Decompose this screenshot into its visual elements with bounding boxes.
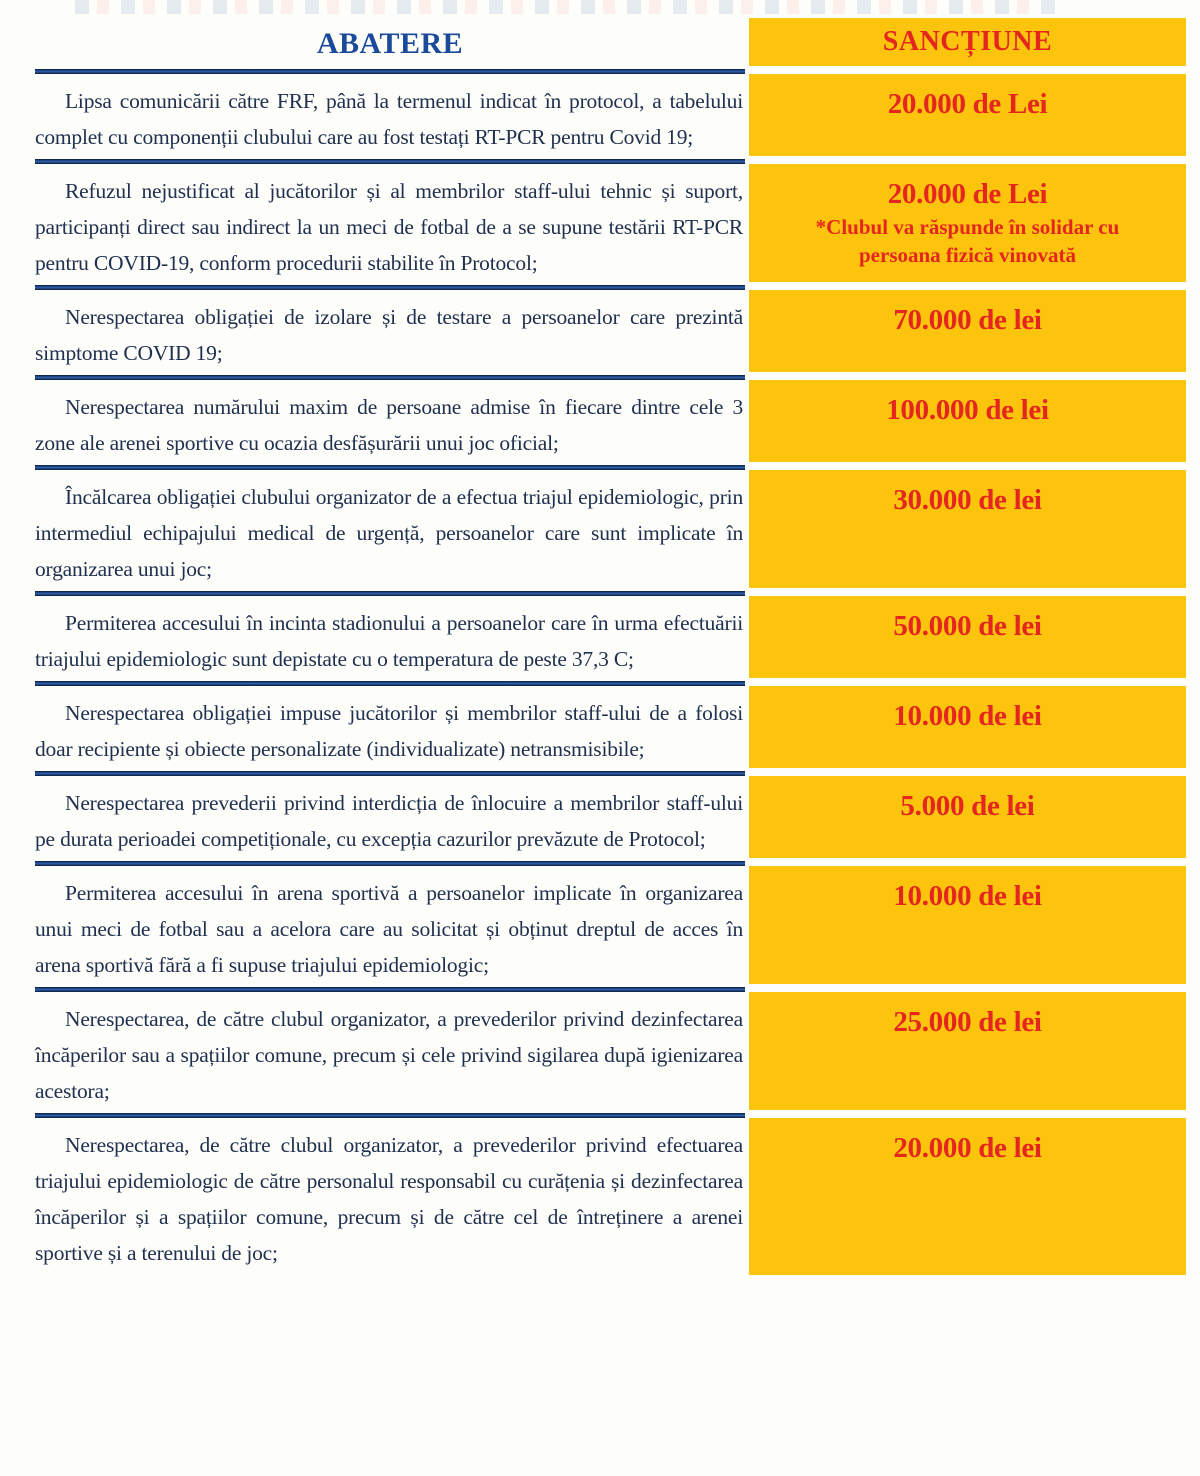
offense-text: Nerespectarea obligației de izolare și de testare a persoanelor care prezintă simptome COVID 19;	[35, 305, 743, 365]
sanction-block	[749, 596, 1186, 678]
table-row	[0, 866, 1200, 992]
sanction-header-block	[749, 18, 1186, 66]
sanction-block	[749, 470, 1186, 588]
sanction-amount: 30.000 de lei	[893, 484, 1042, 516]
sanction-block	[749, 74, 1186, 156]
sanction-amount: 10.000 de lei	[893, 700, 1042, 732]
sanction-cell	[749, 380, 1186, 470]
offense-text: Nerespectarea, de către clubul organizator, a prevederilor privind dezinfectarea încăperilor sau a spațiilor comune, precum și cele privind sigilarea după igienizarea acestora;	[35, 1007, 743, 1103]
table-row	[0, 992, 1200, 1118]
table-row	[0, 686, 1200, 776]
sanction-block	[749, 776, 1186, 858]
sanction-block	[749, 992, 1186, 1110]
sanction-note: *Clubul va răspunde în solidar cu persoana fizică vinovată	[815, 215, 1120, 267]
table-row	[0, 776, 1200, 866]
offense-cell	[35, 380, 745, 470]
sanction-cell	[749, 686, 1186, 776]
table-rows	[0, 74, 1200, 1285]
sanction-cell	[749, 74, 1186, 164]
offense-header-cell	[35, 18, 745, 74]
offense-text: Nerespectarea prevederii privind interdicția de înlocuire a membrilor staff-ului pe durata perioadei competiționale, cu excepția cazurilor prevăzute de Protocol;	[35, 791, 743, 851]
sanction-amount: 20.000 de lei	[893, 1132, 1042, 1164]
sanction-cell	[749, 776, 1186, 866]
sanction-cell	[749, 866, 1186, 992]
sanction-block	[749, 866, 1186, 984]
offense-text: Permiterea accesului în arena sportivă a persoanelor implicate în organizarea unui meci de fotbal sau a acelora care au solicitat și obținut dreptul de acces în arena sportivă fără a fi supuse triajului epidemiologic;	[35, 881, 743, 977]
table-header-row	[0, 18, 1200, 74]
sanction-block	[749, 686, 1186, 768]
sanction-cell	[749, 164, 1186, 290]
sanction-cell	[749, 596, 1186, 686]
sanction-amount: 20.000 de Lei	[887, 88, 1048, 120]
offense-text: Nerespectarea obligației impuse jucătorilor și membrilor staff-ului de a folosi doar recipiente și obiecte personalizate (individualizate) netransmisibile;	[35, 701, 743, 761]
sanction-cell	[749, 992, 1186, 1118]
offense-cell	[35, 686, 745, 776]
table-row	[0, 380, 1200, 470]
table-row	[0, 164, 1200, 290]
table-row	[0, 74, 1200, 164]
offense-cell	[35, 776, 745, 866]
sanction-cell	[749, 1118, 1186, 1285]
sanction-block	[749, 164, 1186, 282]
sanction-amount: 10.000 de lei	[893, 880, 1042, 912]
offense-cell	[35, 866, 745, 992]
table-row	[0, 290, 1200, 380]
sanction-amount: 25.000 de lei	[893, 1006, 1042, 1038]
offense-cell	[35, 470, 745, 596]
clipped-title-remnant	[75, 0, 1060, 14]
offense-text: Refuzul nejustificat al jucătorilor și al membrilor staff-ului tehnic și suport, participanți direct sau indirect la un meci de fotbal de a se supune testării RT-PCR pentru COVID-19, conform procedurii stabilite în Protocol;	[35, 179, 743, 275]
offense-cell	[35, 164, 745, 290]
sanction-amount: 50.000 de lei	[893, 610, 1042, 642]
offense-text: Încălcarea obligației clubului organizator de a efectua triajul epidemiologic, prin intermediul echipajului medical de urgență, persoanelor care sunt implicate în organizarea unui joc;	[35, 485, 743, 581]
offense-text: Nerespectarea, de către clubul organizator, a prevederilor privind efectuarea triajului epidemiologic de către personalul responsabil cu curățenia și dezinfectarea încăperilor și a spațiilor comune, precum și de către cel de întreținere a arenei sportive și a terenului de joc;	[35, 1133, 743, 1265]
table-row	[0, 1118, 1200, 1285]
offense-cell	[35, 74, 745, 164]
sanction-amount: 20.000 de Lei	[887, 178, 1048, 210]
sanction-cell	[749, 470, 1186, 596]
sanction-amount: 70.000 de lei	[893, 304, 1042, 336]
offense-text: Nerespectarea numărului maxim de persoane admise în fiecare dintre cele 3 zone ale arenei sportive cu ocazia desfășurării unui joc oficial;	[35, 395, 743, 455]
offense-column-header: ABATERE	[316, 27, 464, 60]
offense-text: Lipsa comunicării către FRF, până la termenul indicat în protocol, a tabelului complet cu componenții clubului care au fost testați RT-PCR pentru Covid 19;	[35, 89, 743, 149]
sanction-amount: 5.000 de lei	[900, 790, 1035, 822]
table-row	[0, 596, 1200, 686]
offense-text: Permiterea accesului în incinta stadionului a persoanelor care în urma efectuării triajului epidemiologic sunt depistate cu o temperatura de peste 37,3 C;	[35, 611, 743, 671]
offense-cell	[35, 1118, 745, 1285]
sanction-block	[749, 380, 1186, 462]
sanction-block	[749, 1118, 1186, 1275]
table-row	[0, 470, 1200, 596]
offense-cell	[35, 290, 745, 380]
sanction-header-cell	[749, 18, 1186, 74]
offense-cell	[35, 596, 745, 686]
sanction-amount: 100.000 de lei	[886, 394, 1049, 426]
offense-cell	[35, 992, 745, 1118]
sanction-column-header: SANCȚIUNE	[882, 26, 1053, 57]
sanction-cell	[749, 290, 1186, 380]
sanction-block	[749, 290, 1186, 372]
